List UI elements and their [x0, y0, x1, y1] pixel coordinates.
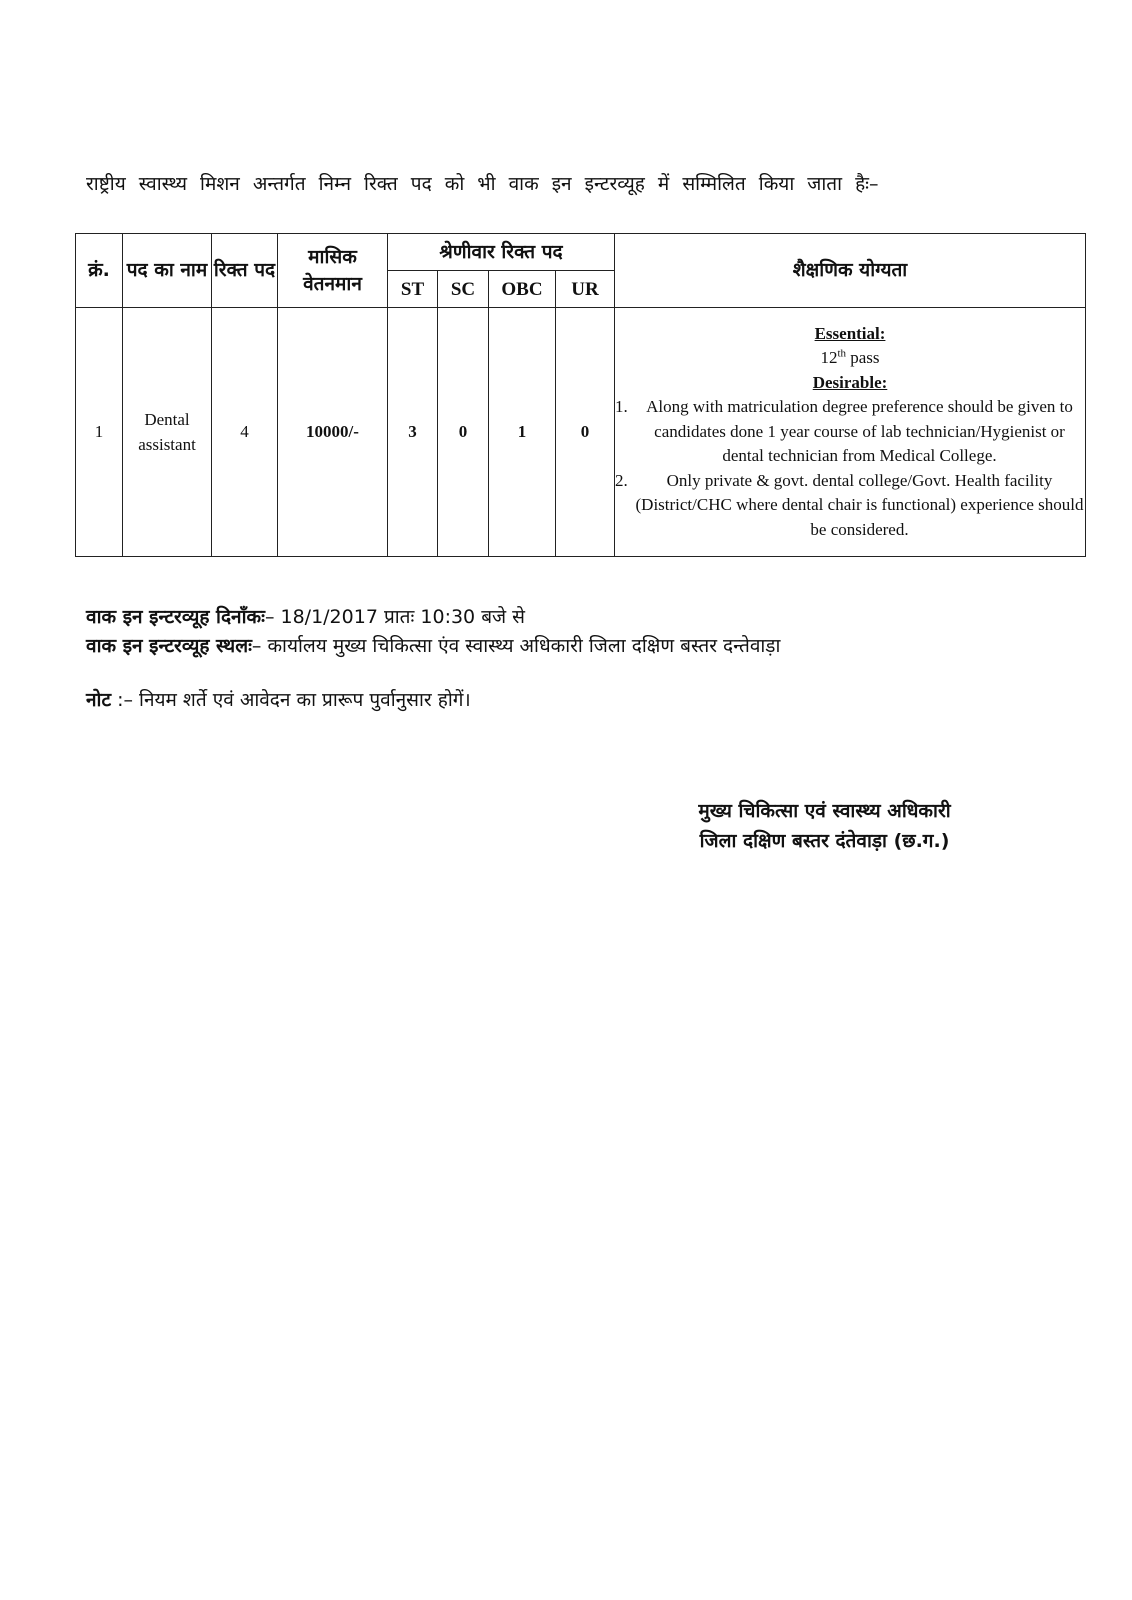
- cell-st: 3: [388, 308, 438, 557]
- cell-sno: 1: [76, 308, 123, 557]
- post-line1: Dental: [144, 410, 190, 429]
- header-post: पद का नाम: [123, 234, 212, 308]
- list-item: 1. Along with matriculation degree preference should be given to candidates done 1 year course of lab technician/Hygienist or dental technician from Medical College.: [632, 395, 1085, 469]
- essential-label: Essential:: [814, 323, 886, 343]
- table-row: [76, 308, 1086, 557]
- header-obc: OBC: [489, 271, 556, 308]
- cell-sc: 0: [438, 308, 489, 557]
- desirable-label: Desirable:: [812, 372, 888, 392]
- interview-date-value: – 18/1/2017 प्रातः 10:30 बजे से: [264, 606, 526, 628]
- header-pay: मासिक वेतनमान: [278, 234, 388, 308]
- cell-pay: 10000/-: [278, 308, 388, 557]
- cell-post: [123, 308, 212, 557]
- cell-vacancies: 4: [212, 308, 278, 557]
- desirable-list: [615, 395, 1085, 542]
- header-qualification: शैक्षणिक योग्यता: [615, 234, 1086, 308]
- signature-line1: मुख्य चिकित्सा एवं स्वास्थ्य अधिकारी: [698, 800, 951, 822]
- signature-block: [672, 796, 977, 856]
- interview-date: [86, 603, 525, 629]
- interview-place-value: – कार्यालय मुख्य चिकित्सा एंव स्वास्थ्य अधिकारी जिला दक्षिण बस्तर दन्तेवाड़ा: [251, 635, 781, 657]
- essential-text: 12th pass: [820, 347, 880, 368]
- intro-text: राष्ट्रीय स्वास्थ्य मिशन अन्तर्गत निम्न रिक्त पद को भी वाक इन इन्टरव्यूह में सम्मिलित किया जाता हैः–: [86, 173, 879, 195]
- note: [86, 686, 471, 712]
- signature-line2: जिला दक्षिण बस्तर दंतेवाड़ा (छ.ग.): [699, 830, 950, 852]
- cell-qualification: [615, 308, 1086, 557]
- vacancy-table: [75, 233, 1086, 557]
- header-category: श्रेणीवार रिक्त पद: [388, 234, 615, 271]
- header-sno: क्रं.: [76, 234, 123, 308]
- header-st: ST: [388, 271, 438, 308]
- interview-place: [86, 632, 780, 658]
- interview-date-label: वाक इन इन्टरव्यूह दिनाँकः: [86, 606, 265, 628]
- header-sc: SC: [438, 271, 489, 308]
- note-value: :– नियम शर्ते एवं आवेदन का प्रारूप पुर्वानुसार होगें।: [111, 689, 471, 711]
- interview-place-label: वाक इन इन्टरव्यूह स्थलः: [86, 635, 252, 657]
- list-item: 2. Only private & govt. dental college/Govt. Health facility (District/CHC where dental chair is functional) experience should be considered.: [632, 469, 1085, 543]
- header-ur: UR: [556, 271, 615, 308]
- note-label: नोट: [86, 689, 112, 711]
- cell-obc: 1: [489, 308, 556, 557]
- header-vacancies: रिक्त पद: [212, 234, 278, 308]
- post-line2: assistant: [138, 435, 196, 454]
- cell-ur: 0: [556, 308, 615, 557]
